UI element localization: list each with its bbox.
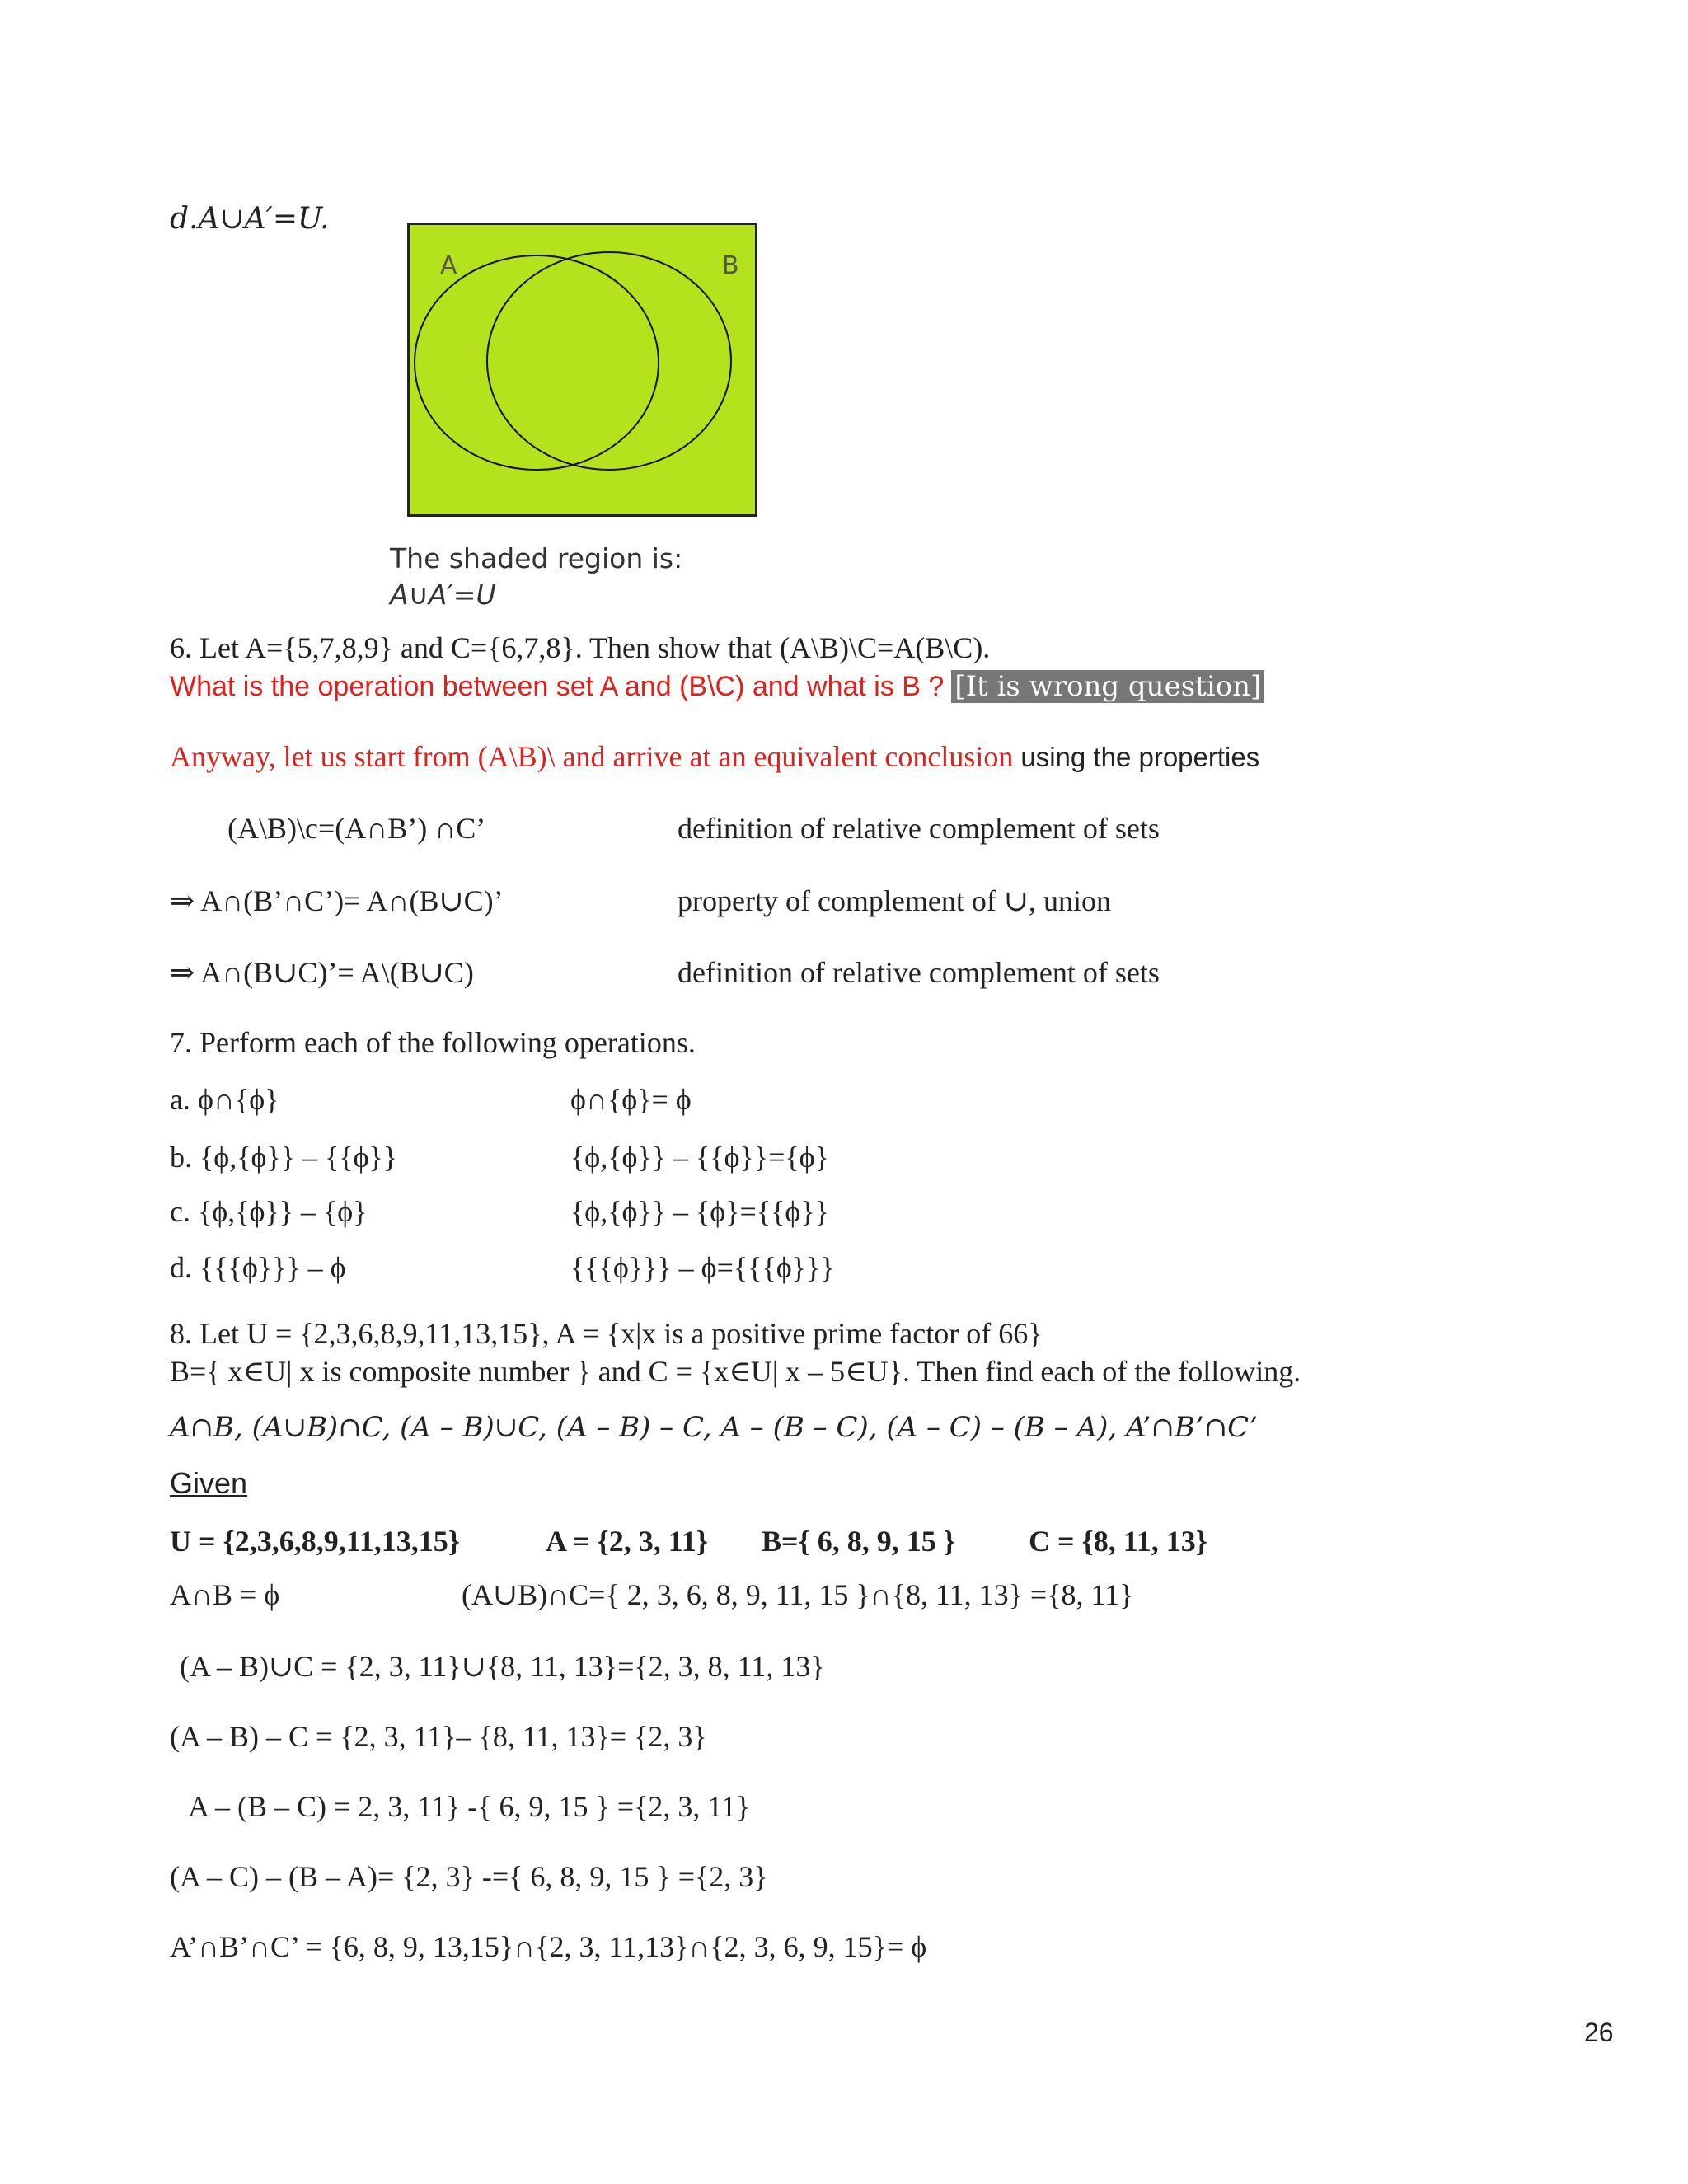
q8-given-heading: Given <box>170 1466 248 1500</box>
answer-complements-intersection: A’∩B’∩C’ = {6, 8, 9, 13,15}∩{2, 3, 11,13}∩{2, 3, 6, 9, 15}= ϕ <box>170 1930 927 1963</box>
q8-line-3: A∩B, (A∪B)∩C, (A – B)∪C, (A – B) – C, A – (B – C), (A – C) – (B – A), A’∩B’∩C’ <box>170 1411 1258 1444</box>
q8-line-1: 8. Let U = {2,3,6,8,9,11,13,15}, A = {x|x is a positive prime factor of 66} <box>170 1317 1043 1350</box>
q7-item-b-question: b. {ϕ,{ϕ}} – {{ϕ}} <box>170 1141 398 1174</box>
given-b: B={ 6, 8, 9, 15 } <box>762 1525 955 1558</box>
q6-step-3-expr: ⇒ A∩(B∪C)’= A\(B∪C) <box>170 956 474 989</box>
page-number: 26 <box>1584 2018 1614 2047</box>
q7-item-d-question: d. {{{ϕ}}} – ϕ <box>170 1251 346 1284</box>
venn-caption-1: The shaded region is: <box>390 542 683 574</box>
q7-prompt: 7. Perform each of the following operations. <box>170 1026 696 1059</box>
q6-step-2-expr: ⇒ A∩(B’∩C’)= A∩(B∪C)’ <box>170 884 504 917</box>
venn-label-b: B <box>722 251 739 280</box>
venn-caption-2: A∪A′=U <box>390 579 496 611</box>
answer-a-union-b-intersect-c: (A∪B)∩C={ 2, 3, 6, 8, 9, 11, 15 }∩{8, 11, 13} ={8, 11} <box>462 1578 1134 1611</box>
q6-anyway-red: Anyway, let us start from (A\B)\ and arrive at an equivalent conclusion <box>170 740 1014 773</box>
answer-a-minus-c-minus-b-minus-a: (A – C) – (B – A)= {2, 3} -={ 6, 8, 9, 15 } ={2, 3} <box>170 1860 768 1893</box>
q6-anyway-tail: using the properties <box>1020 742 1260 772</box>
q6-comment-red: What is the operation between set A and (B\C) and what is B ? <box>170 671 945 702</box>
q6-step-2-reason: property of complement of ∪, union <box>678 884 1112 917</box>
venn-diagram <box>407 223 757 517</box>
q6-prompt: 6. Let A={5,7,8,9} and C={6,7,8}. Then show that (A\B)\C=A(B\C). <box>170 631 991 664</box>
q7-item-a-answer: ϕ∩{ϕ}= ϕ <box>570 1083 692 1116</box>
venn-label-a: A <box>440 251 457 280</box>
answer-a-minus-b-minus-c: (A – B) – C = {2, 3, 11}– {8, 11, 13}= {2, 3} <box>170 1720 707 1753</box>
q8-line-2: B={ x∈U| x is composite number } and C = {x∈U| x – 5∈U}. Then find each of the following. <box>170 1355 1301 1388</box>
q7-item-d-answer: {{{ϕ}}} – ϕ={{{ϕ}}} <box>570 1251 835 1284</box>
q5d-label: d.A∪A′=U. <box>170 202 330 236</box>
q6-step-1-reason: definition of relative complement of sets <box>678 812 1160 845</box>
q7-item-c-answer: {ϕ,{ϕ}} – {ϕ}={{ϕ}} <box>570 1195 829 1228</box>
q7-item-b-answer: {ϕ,{ϕ}} – {{ϕ}}={ϕ} <box>570 1141 829 1174</box>
universal-set-rect <box>409 224 757 516</box>
q6-step-1-expr: (A\B)\c=(A∩B’) ∩C’ <box>227 812 486 845</box>
given-c: C = {8, 11, 13} <box>1029 1525 1207 1558</box>
given-u: U = {2,3,6,8,9,11,13,15} <box>170 1525 460 1558</box>
q6-step-3-reason: definition of relative complement of sets <box>678 956 1160 989</box>
q6-comment-box: [It is wrong question] <box>951 670 1264 703</box>
given-a: A = {2, 3, 11} <box>546 1525 708 1558</box>
q7-item-a-question: a. ϕ∩{ϕ} <box>170 1083 279 1116</box>
answer-a-minus-b-minus-c-paren: A – (B – C) = 2, 3, 11} -{ 6, 9, 15 } ={2, 3, 11} <box>188 1790 751 1823</box>
q7-item-c-question: c. {ϕ,{ϕ}} – {ϕ} <box>170 1195 368 1228</box>
answer-a-minus-b-union-c: (A – B)∪C = {2, 3, 11}∪{8, 11, 13}={2, 3, 8, 11, 13} <box>180 1650 825 1683</box>
answer-a-intersect-b: A∩B = ϕ <box>170 1578 280 1611</box>
